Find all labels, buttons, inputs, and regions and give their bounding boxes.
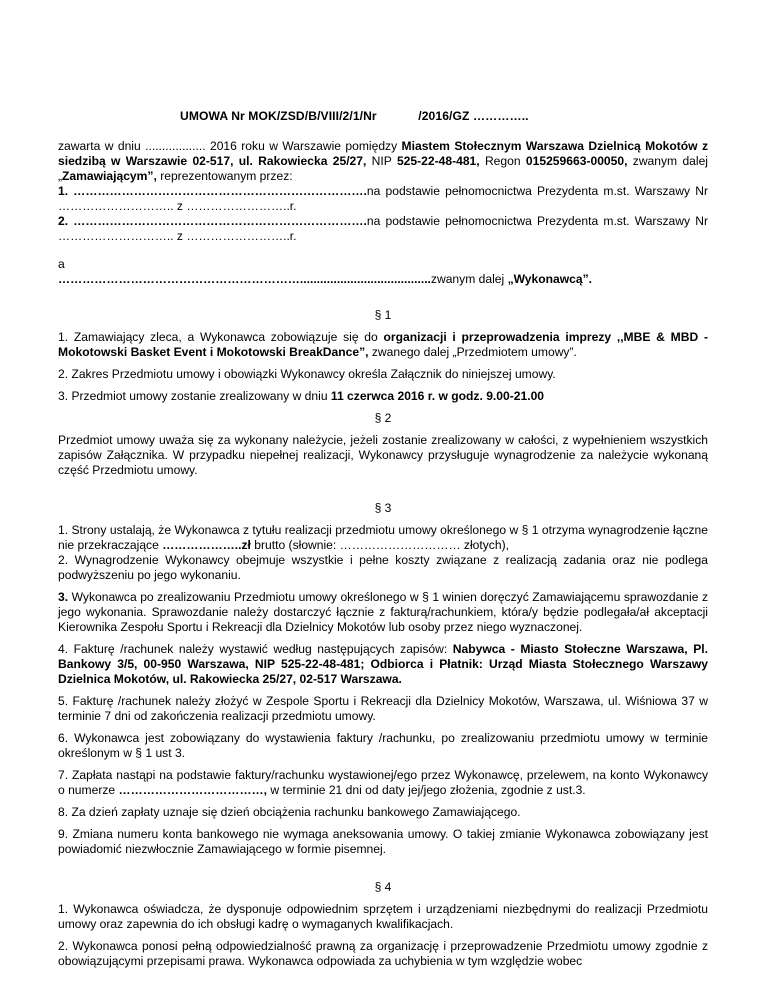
- intro-paragraph: [58, 139, 708, 184]
- intro-bold-3: 015259663-00050,: [525, 154, 628, 168]
- intro-text-3: Regon: [479, 154, 526, 168]
- intro-text-5: reprezentowanym przez:: [156, 169, 293, 183]
- s3-p4-bold: Nabywca - Miasto Stołeczne Warszawa, Pl. Bankowy 3/5, 00-950 Warszawa, NIP 525-22-48-481; Odbiorca i Płatnik: Urząd Miasta Stołecznego Warszawy Dzielnica Mokotów, ul. Rakowiecka 25/27, 02-517 Warszawa.: [58, 642, 708, 686]
- contractor-a: a: [58, 257, 65, 271]
- s3-p7-text-1: 7. Zapłata nastąpi na podstawie faktury/rachunku wystawionej/ego przez Wykonawcę, przelewem, na konto Wykonawcy o numerze: [58, 768, 708, 797]
- section-4-heading: § 4: [374, 880, 392, 894]
- intro-text-4: zwanym dalej „: [58, 154, 708, 183]
- representative-1: [58, 184, 708, 214]
- s3-p3-text: Wykonawca po zrealizowaniu Przedmiotu umowy określonego w § 1 winien doręczyć Zamawiającemu sprawozdanie z jego wykonania. Sprawozdanie należy dostarczyć łącznie z fakturą/rachunkiem, która/y będzie podlegała/ał akceptacji Kierownika Zespołu Sportu i Rekreacji dla Dzielnicy Mokotów lub osoby przez niego wyznaczonej.: [58, 590, 708, 634]
- s1-p3-text: 3. Przedmiot umowy zostanie zrealizowany w dniu: [58, 389, 331, 403]
- s3-p1-text-1: 1. Strony ustalają, że Wykonawca z tytułu realizacji przedmiotu umowy określonego w § 1 otrzyma wynagrodzenie łączne nie przekraczające: [58, 523, 708, 552]
- s3-p7-text-2: w terminie 21 dni od daty jej/jego złożenia, zgodnie z ust.3.: [267, 783, 586, 797]
- contractor-label: „Wykonawcą”.: [507, 272, 593, 286]
- s3-p7-bold: ………………………………,: [118, 783, 267, 797]
- s3-paragraph-9: 9. Zmiana numeru konta bankowego nie wymaga aneksowania umowy. O takiej zmianie Wykonawca zobowiązany jest powiadomić niezwłocznie Zamawiającego w formie pisemnej.: [58, 827, 708, 856]
- s1-p1-text-2: zwanego dalej „Przedmiotem umowy”.: [368, 345, 577, 359]
- representative-1-name: 1. ……………………………………………………………….: [58, 184, 367, 198]
- section-3-heading: § 3: [374, 501, 392, 515]
- s3-p1-bold: ………………..zł: [162, 538, 251, 552]
- s1-paragraph-1: [58, 330, 708, 360]
- s3-paragraph-4: [58, 642, 708, 687]
- document-body: [58, 139, 708, 969]
- s3-paragraph-1: [58, 523, 708, 553]
- s1-p3-bold: 11 czerwca 2016 r. w godz. 9.00-21.00: [330, 389, 545, 403]
- intro-text-1: zawarta w dniu .................. 2016 roku w Warszawie pomiędzy: [58, 139, 402, 153]
- s4-paragraph-2: 2. Wykonawca ponosi pełną odpowiedzialność prawną za organizację i przeprowadzenie Przedmiotu umowy zgodnie z obowiązującymi przepisami prawa. Wykonawca odpowiada za uchybienia w tym względzie wobec: [58, 939, 708, 968]
- s3-paragraph-8: 8. Za dzień zapłaty uznaje się dzień obciążenia rachunku bankowego Zamawiającego.: [58, 805, 521, 819]
- s2-paragraph-1: Przedmiot umowy uważa się za wykonany należycie, jeżeli zostanie zrealizowany w całości, z wypełnieniem wszystkich zapisów Załącznika. W przypadku niepełnej realizacji, Wykonawcy przysługuje wynagrodzenie za należycie wykonaną część Przedmiotu umowy.: [58, 433, 708, 477]
- representative-1-text: na podstawie pełnomocnictwa Prezydenta m.st. Warszawy Nr ……………………….. z ……………………..r.: [58, 184, 708, 213]
- s1-paragraph-2: 2. Zakres Przedmiotu umowy i obowiązki Wykonawcy określa Załącznik do niniejszej umowy.: [58, 367, 556, 381]
- intro-text-2: NIP: [366, 154, 397, 168]
- section-1-heading: § 1: [374, 308, 392, 322]
- s1-paragraph-3: [58, 389, 708, 404]
- contractor-line: [58, 272, 708, 287]
- contract-title: UMOWA Nr MOK/ZSD/B/VIII/2/1/Nr /2016/GZ …………..: [180, 109, 529, 123]
- s3-paragraph-2: 2. Wynagrodzenie Wykonawcy obejmuje wszystkie i pełne koszty związane z realizacją zadania oraz nie podlega podwyższeniu po jego wykonaniu.: [58, 553, 708, 582]
- representative-2-text: na podstawie pełnomocnictwa Prezydenta m.st. Warszawy Nr ……………………….. z ……………………..r.: [58, 214, 708, 243]
- s1-p1-text-1: 1. Zamawiający zleca, a Wykonawca zobowiązuje się do: [58, 330, 384, 344]
- s3-paragraph-6: 6. Wykonawca jest zobowiązany do wystawienia faktury /rachunku, po zrealizowaniu przedmiotu umowy w terminie określonym w § 1 ust 3.: [58, 731, 708, 760]
- s3-paragraph-5: 5. Fakturę /rachunek należy złożyć w Zespole Sportu i Rekreacji dla Dzielnicy Mokotów, Warszawa, ul. Wiśniowa 37 w terminie 7 dni od zakończenia realizacji przedmiotu umowy.: [58, 694, 708, 723]
- contractor-text: zwanym dalej: [430, 272, 508, 286]
- s3-p4-text: 4. Fakturę /rachunek należy wystawić według następujących zapisów:: [58, 642, 453, 656]
- representative-2: [58, 214, 708, 244]
- s3-paragraph-3: [58, 590, 708, 635]
- s1-p1-bold: organizacji i przeprowadzenia imprezy ,,MBE & MBD -Mokotowski Basket Event i Mokotowski BreakDance”,: [58, 330, 708, 359]
- s3-p1-text-2: brutto (słownie: ………………………… złotych),: [250, 538, 509, 552]
- s4-paragraph-1: 1. Wykonawca oświadcza, że dysponuje odpowiednim sprzętem i urządzeniami niezbędnymi do realizacji Przedmiotu umowy oraz zapewnia do ich obsługi kadrę o wymaganych kwalifikacjach.: [58, 902, 708, 931]
- intro-bold-4: Zamawiającym”,: [62, 169, 157, 183]
- representative-2-name: 2. ……………………………………………………………….: [58, 214, 367, 228]
- intro-bold-2: 525-22-48-481,: [396, 154, 480, 168]
- section-2-heading: § 2: [374, 411, 392, 425]
- s3-paragraph-7: [58, 768, 708, 798]
- contractor-dots: …………………………………………………….......................................: [58, 272, 431, 286]
- intro-bold-1: Miastem Stołecznym Warszawa Dzielnicą Mokotów z siedzibą w Warszawie 02-517, ul. Rakowiecka 25/27,: [58, 139, 708, 168]
- s3-p3-bold: 3.: [58, 590, 69, 604]
